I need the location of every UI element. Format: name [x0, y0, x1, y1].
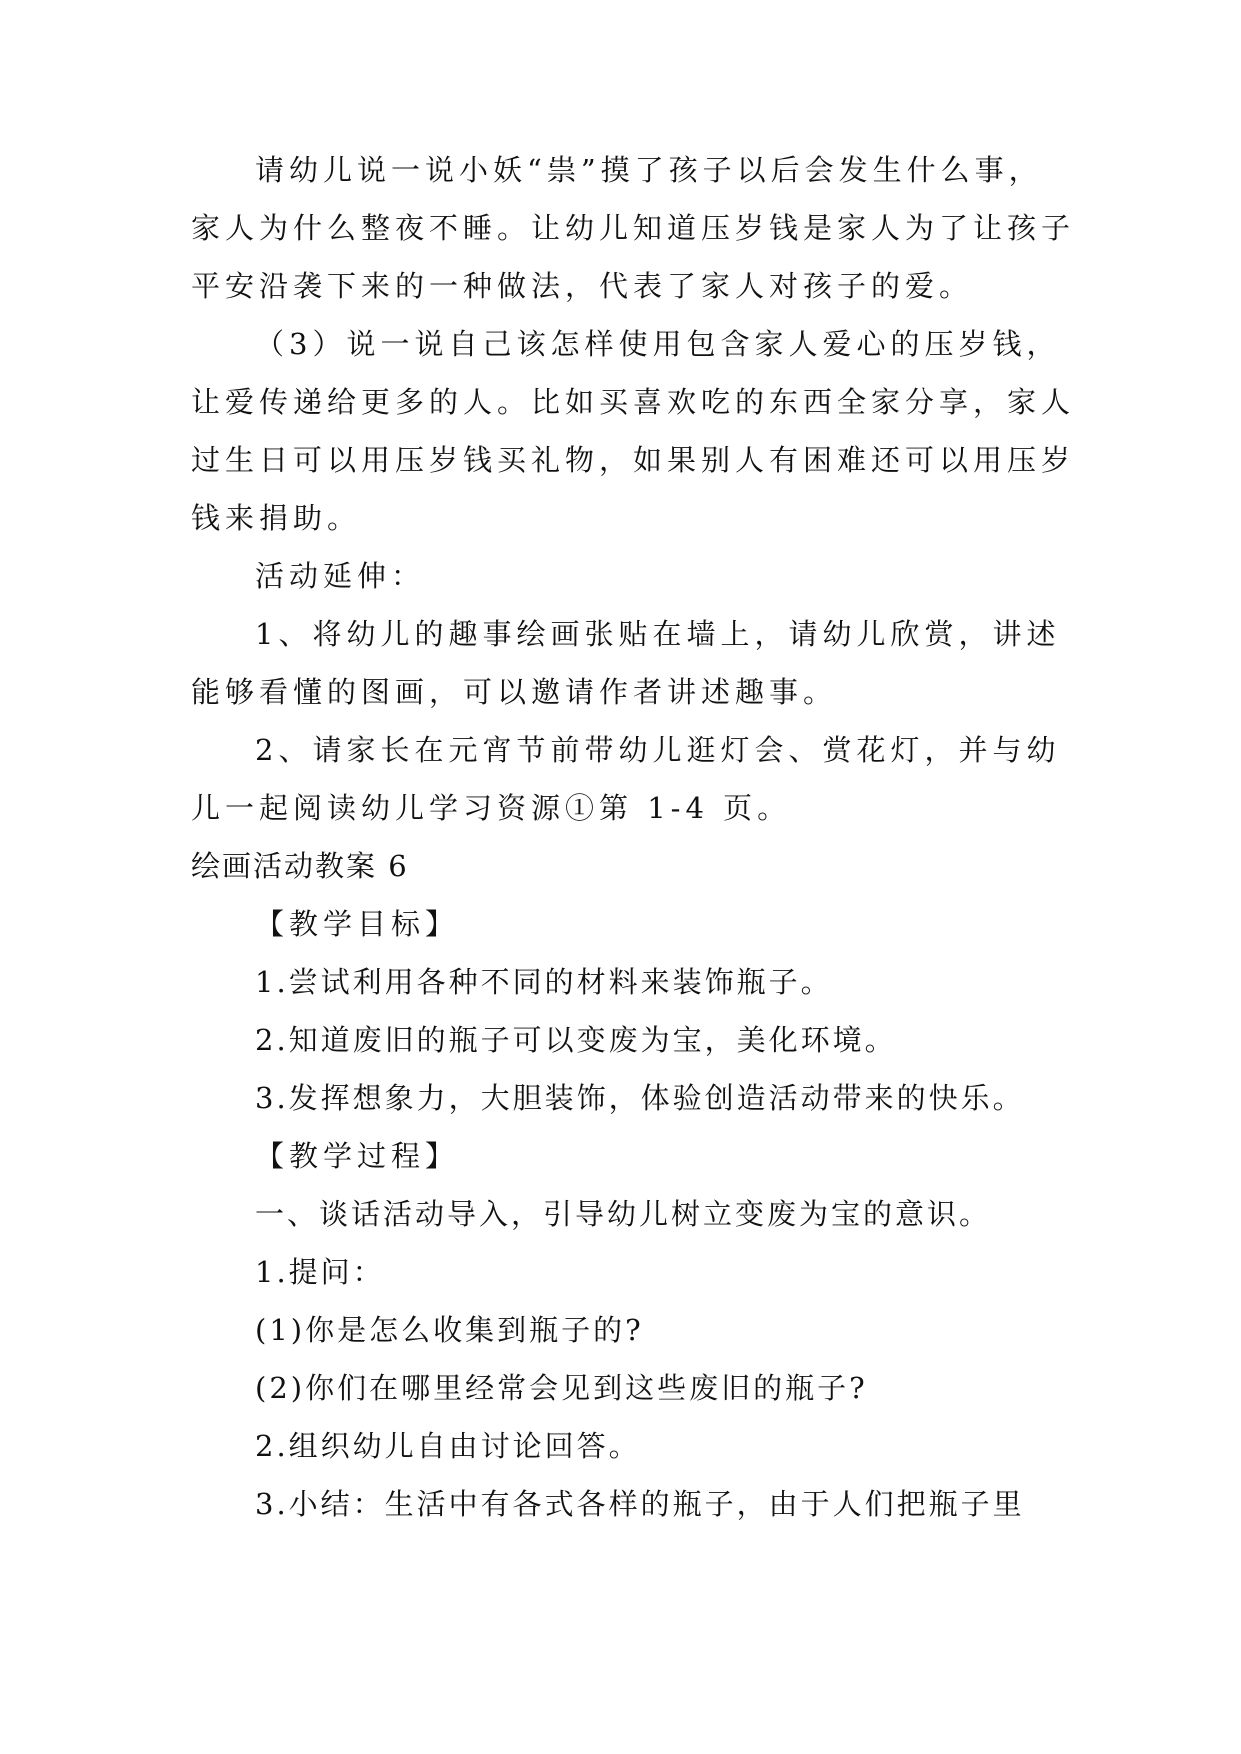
- list-item: 1、将幼儿的趣事绘画张贴在墙上，请幼儿欣赏，讲述: [255, 617, 1061, 651]
- list-item: (2)你们在哪里经常会见到这些废旧的瓶子?: [255, 1371, 868, 1405]
- paragraph-line: 过生日可以用压岁钱买礼物，如果别人有困难还可以用压岁: [191, 443, 1076, 477]
- section-label: 活动延伸：: [255, 559, 426, 593]
- paragraph-line: （3）说一说自己该怎样使用包含家人爱心的压岁钱，: [255, 327, 1061, 361]
- list-item: 1.尝试利用各种不同的材料来装饰瓶子。: [255, 965, 833, 999]
- list-item: 3.小结：生活中有各式各样的瓶子，由于人们把瓶子里: [255, 1487, 1025, 1521]
- paragraph-line: 钱来捐助。: [191, 501, 362, 535]
- section-title: 绘画活动教案 6: [191, 849, 409, 883]
- paragraph-line: 让爱传递给更多的人。比如买喜欢吃的东西全家分享，家人: [191, 385, 1076, 419]
- section-heading: 【教学目标】: [255, 907, 460, 941]
- section-heading: 【教学过程】: [255, 1139, 460, 1173]
- paragraph-line: 儿一起阅读幼儿学习资源①第 1-4 页。: [191, 791, 792, 825]
- paragraph-line: 一、谈话活动导入，引导幼儿树立变废为宝的意识。: [255, 1197, 992, 1231]
- paragraph-line: 请幼儿说一说小妖“祟”摸了孩子以后会发生什么事，: [255, 153, 1043, 187]
- list-item: 3.发挥想象力，大胆装饰，体验创造活动带来的快乐。: [255, 1081, 1025, 1115]
- paragraph-line: 能够看懂的图画，可以邀请作者讲述趣事。: [191, 675, 838, 709]
- paragraph-line: 平安沿袭下来的一种做法，代表了家人对孩子的爱。: [191, 269, 974, 303]
- paragraph-line: 家人为什么整夜不睡。让幼儿知道压岁钱是家人为了让孩子: [191, 211, 1076, 245]
- list-item: 2、请家长在元宵节前带幼儿逛灯会、赏花灯，并与幼: [255, 733, 1061, 767]
- list-item: 2.组织幼儿自由讨论回答。: [255, 1429, 641, 1463]
- list-item: 1.提问：: [255, 1255, 385, 1289]
- list-item: (1)你是怎么收集到瓶子的?: [255, 1313, 644, 1347]
- list-item: 2.知道废旧的瓶子可以变废为宝，美化环境。: [255, 1023, 897, 1057]
